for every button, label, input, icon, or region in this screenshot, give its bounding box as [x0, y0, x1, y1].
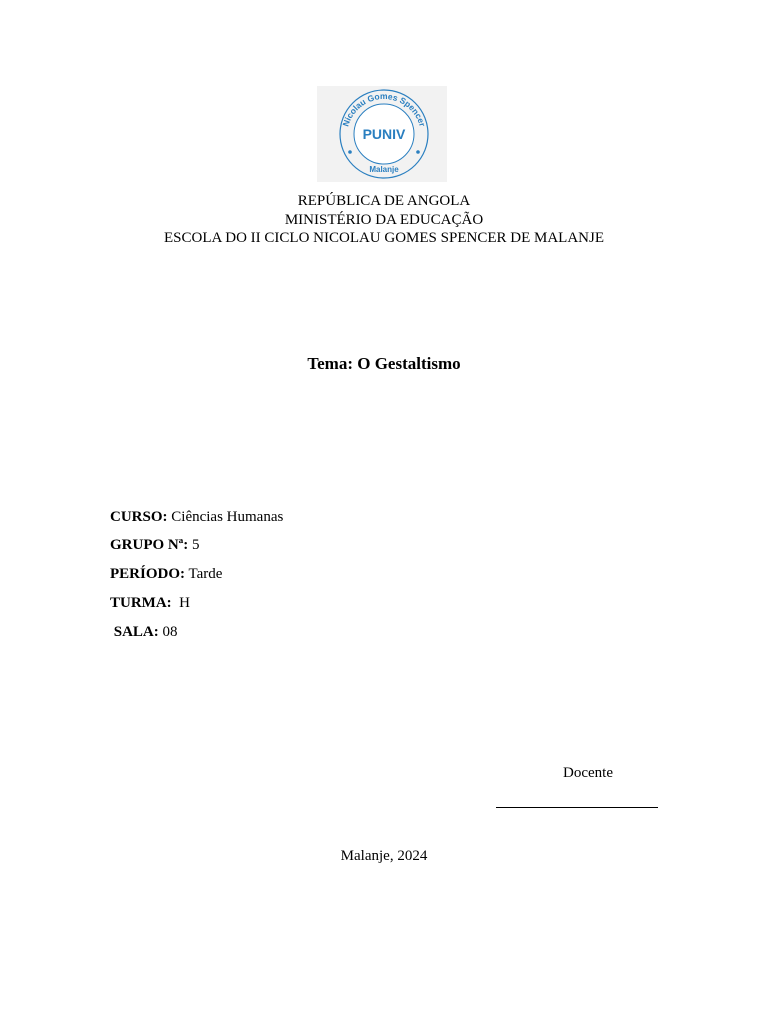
field-turma [110, 595, 190, 612]
field-periodo [110, 566, 222, 583]
field-grupo-label: GRUPO Nª: [110, 537, 189, 553]
field-curso-value: Ciências Humanas [167, 509, 284, 525]
field-grupo [110, 537, 200, 554]
header-school: ESCOLA DO II CICLO NICOLAU GOMES SPENCER DE MALANJE [163, 230, 604, 246]
field-curso [110, 509, 283, 526]
field-turma-label: TURMA: [110, 595, 172, 611]
field-periodo-label: PERÍODO: [110, 566, 185, 582]
school-logo [317, 86, 447, 182]
field-curso-label: CURSO: [110, 509, 168, 525]
logo-center-text: PUNIV [362, 126, 406, 142]
field-sala-label: SALA: [110, 624, 159, 640]
logo-bottom-text: Malanje [369, 165, 399, 174]
docente-label: Docente [563, 765, 613, 781]
field-sala-value: 08 [158, 624, 178, 640]
document-title: Tema: O Gestaltismo [307, 354, 461, 373]
header-country: REPÚBLICA DE ANGOLA [297, 193, 471, 209]
signature-line [496, 807, 658, 808]
field-sala [110, 624, 178, 641]
document-header [0, 192, 768, 248]
field-periodo-value: Tarde [185, 566, 223, 582]
header-ministry: MINISTÉRIO DA EDUCAÇÃO [284, 211, 484, 228]
field-grupo-value: 5 [188, 537, 200, 553]
logo-top-text: Nicolau Gomes Spencer [340, 90, 428, 128]
place-date: Malanje, 2024 [340, 848, 428, 864]
field-turma-value: H [171, 595, 190, 611]
